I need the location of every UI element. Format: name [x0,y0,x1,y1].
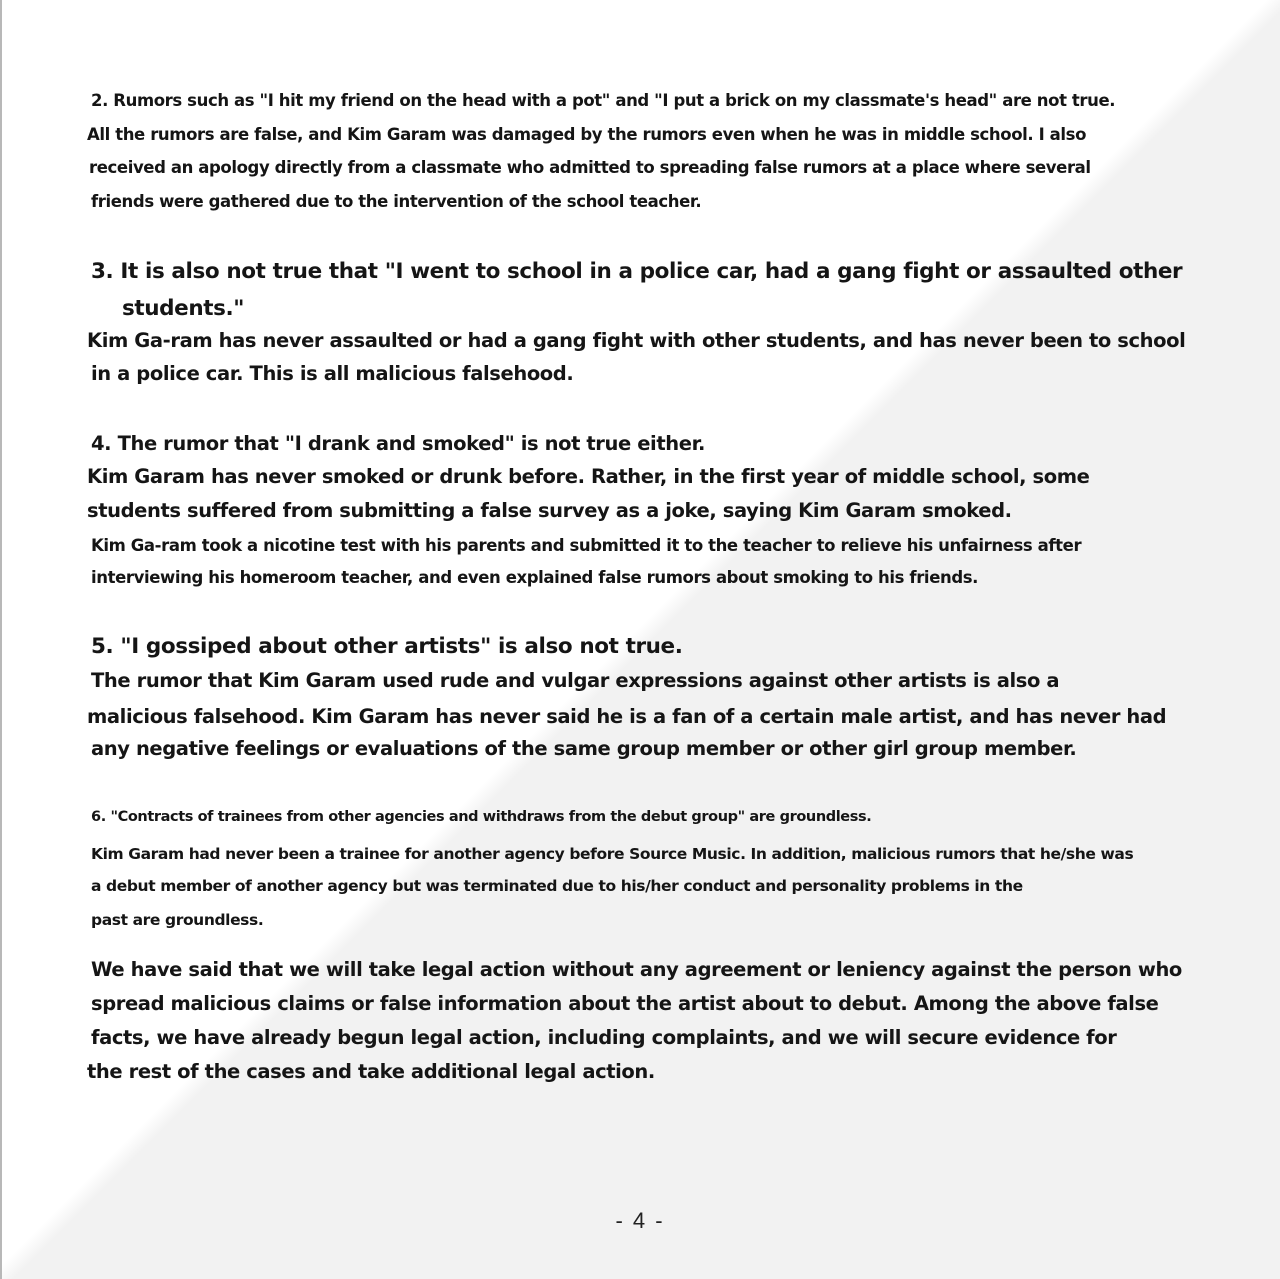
section-4-body-line: Kim Garam has never smoked or drunk before. Rather, in the first year of middle school, some [87,465,1090,488]
page-edge-divider [0,0,2,1279]
section-2-heading: 2. Rumors such as "I hit my friend on the head with a pot" and "I put a brick on my classmate's head" are not true. [91,91,1116,110]
section-5-body-line: The rumor that Kim Garam used rude and vulgar expressions against other artists is also a [91,669,1060,692]
section-3-body-line: Kim Ga-ram has never assaulted or had a gang fight with other students, and has never been to school [87,329,1186,352]
section-4-body-line: Kim Ga-ram took a nicotine test with his parents and submitted it to the teacher to relieve his unfairness after [91,536,1082,555]
section-2-body-line: friends were gathered due to the intervention of the school teacher. [91,192,702,211]
section-2-body-line: received an apology directly from a classmate who admitted to spreading false rumors at a place where several [89,158,1091,177]
section-6-body-line: a debut member of another agency but was terminated due to his/her conduct and personality problems in the [91,877,1023,895]
section-3-body-line: in a police car. This is all malicious falsehood. [91,362,574,385]
section-3-heading-continuation: students." [122,296,245,321]
section-6-body-line: past are groundless. [91,911,264,929]
closing-line: facts, we have already begun legal action, including complaints, and we will secure evidence for [91,1026,1117,1049]
closing-line: spread malicious claims or false information about the artist about to debut. Among the above false [91,992,1159,1015]
closing-line: the rest of the cases and take additional legal action. [87,1060,655,1083]
section-5-heading: 5. "I gossiped about other artists" is also not true. [91,634,683,659]
section-4-heading: 4. The rumor that "I drank and smoked" is not true either. [91,432,706,455]
section-4-body-line: students suffered from submitting a false survey as a joke, saying Kim Garam smoked. [87,499,1012,522]
section-5-body-line: malicious falsehood. Kim Garam has never said he is a fan of a certain male artist, and has never had [87,705,1167,728]
section-4-body-line: interviewing his homeroom teacher, and even explained false rumors about smoking to his friends. [91,568,979,587]
page-number: - 4 - [615,1208,665,1233]
section-3-heading: 3. It is also not true that "I went to school in a police car, had a gang fight or assaulted other [91,259,1183,284]
closing-line: We have said that we will take legal action without any agreement or leniency against the person who [91,958,1182,981]
section-5-body-line: any negative feelings or evaluations of the same group member or other girl group member. [91,737,1077,760]
section-6-body-line: Kim Garam had never been a trainee for another agency before Source Music. In addition, malicious rumors that he/she was [91,845,1134,863]
section-6-heading: 6. "Contracts of trainees from other agencies and withdraws from the debut group" are groundless. [91,809,872,825]
section-2-body-line: All the rumors are false, and Kim Garam was damaged by the rumors even when he was in middle school. I also [87,125,1087,144]
